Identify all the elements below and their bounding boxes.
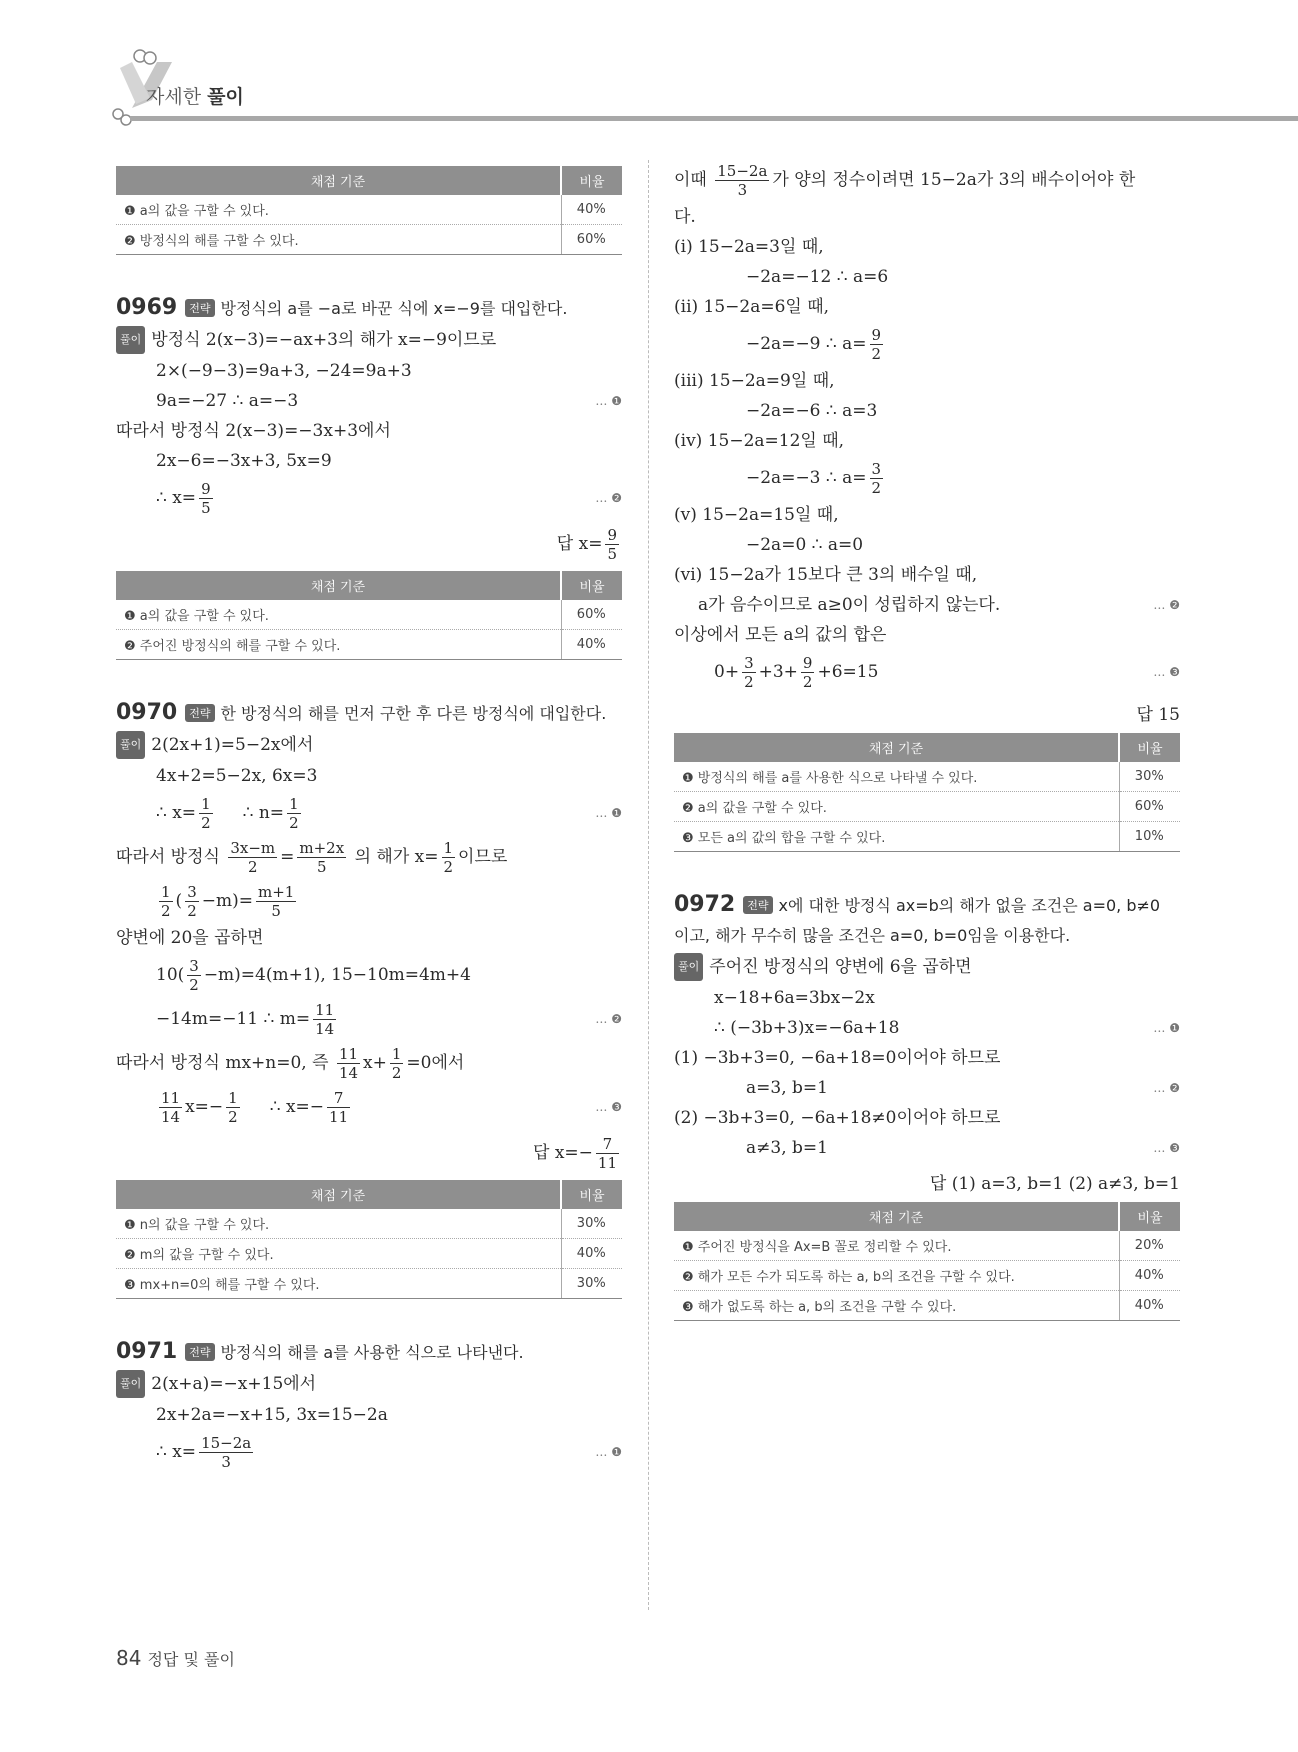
solution-line: $\frac{1}{2}$ ( $\frac{3}{2}$ −m)= $\frac{m+1}{5}$	[161, 883, 295, 920]
solution-line: −2a=−3 ∴ a= $\frac{3}{2}$	[746, 460, 882, 497]
table-row: ❷ 해가 모든 수가 되도록 하는 a, b의 조건을 구할 수 있다. 40%	[674, 1261, 1180, 1291]
problem-0971-header: 0971 전략 방정식의 해를 a를 사용한 식으로 나타낸다.	[116, 1339, 524, 1364]
header-rule	[130, 116, 1298, 121]
solution-line: 2x+2a=−x+15, 3x=15−2a	[156, 1405, 388, 1425]
solution-line: 10( $\frac{3}{2}$ −m)=4(m+1), 15−10m=4m+4	[156, 957, 471, 994]
table-row: ❷ m의 값을 구할 수 있다. 40%	[116, 1239, 622, 1269]
table-row: ❸ 모든 a의 값의 합을 구할 수 있다. 10%	[674, 822, 1180, 852]
scoring-table: 채점 기준 비율 ❶ 주어진 방정식을 Ax=B 꼴로 정리할 수 있다. 20% ❷ 해가 모든 수가 되도록 하는 a, b의 조건을 구할 수 있다. 40% ❸ 해가 없도록 하는 a, b의 조건을 구할 수 있다. 40%	[674, 1202, 1180, 1321]
solution-line: 0+ $\frac{3}{2}$ +3+ $\frac{9}{2}$ +6=15 … ❸	[714, 654, 1180, 691]
table-row: ❶ n의 값을 구할 수 있다. 30%	[116, 1209, 622, 1239]
solution-line: (2) −3b+3=0, −6a+18≠0이어야 하므로	[674, 1108, 1001, 1128]
left-column	[116, 160, 622, 1476]
solution-line: 4x+2=5−2x, 6x=3	[156, 766, 318, 786]
solution-line: 풀이 2(x+a)=−x+15에서	[116, 1370, 622, 1398]
table-row: ❶ a의 값을 구할 수 있다. 60%	[116, 600, 622, 630]
strategy-continued: 이고, 해가 무수히 많을 조건은 a=0, b=0임을 이용한다.	[674, 926, 1071, 945]
solution-line: 따라서 방정식 2(x−3)=−3x+3에서	[116, 421, 391, 441]
scoring-table: 채점 기준 비율 ❶ 방정식의 해를 a를 사용한 식으로 나타낼 수 있다. 30% ❷ a의 값을 구할 수 있다. 60% ❸ 모든 a의 값의 합을 구할 수 있다. 10%	[674, 733, 1180, 852]
solution-line: a≠3, b=1 … ❸	[746, 1138, 1180, 1158]
page-title: 자세한 풀이	[146, 86, 244, 108]
solution-line: a=3, b=1 … ❷	[746, 1078, 1180, 1098]
solution-line: ∴ x= $\frac{9}{5}$ … ❷	[156, 480, 622, 517]
solution-line: x−18+6a=3bx−2x	[714, 988, 875, 1008]
solution-line: 풀이 2(2x+1)=5−2x에서	[116, 731, 622, 759]
solution-line: a가 음수이므로 a≥0이 성립하지 않는다. … ❷	[698, 595, 1180, 615]
solution-line: (iii) 15−2a=9일 때,	[674, 371, 835, 391]
solution-line: 다.	[674, 207, 696, 227]
solution-line: −14m=−11 ∴ m= $\frac{11}{14}$ … ❷	[156, 1001, 622, 1038]
problem-0969-header: 0969 전략 방정식의 a를 −a로 바꾼 식에 x=−9를 대입한다.	[116, 295, 568, 320]
table-row: ❷ a의 값을 구할 수 있다. 60%	[674, 792, 1180, 822]
scoring-table: 채점 기준 비율 ❶ a의 값을 구할 수 있다. 60% ❷ 주어진 방정식의 해를 구할 수 있다. 40%	[116, 571, 622, 660]
page-footer: 84 정답 및 풀이	[116, 1646, 235, 1670]
table-row: ❸ 해가 없도록 하는 a, b의 조건을 구할 수 있다. 40%	[674, 1291, 1180, 1321]
answer: 답 15	[1136, 705, 1180, 725]
solution-line: (ii) 15−2a=6일 때,	[674, 297, 830, 317]
right-column	[674, 160, 1180, 1321]
solution-line: −2a=0 ∴ a=0	[746, 535, 864, 555]
table-row: ❷ 주어진 방정식의 해를 구할 수 있다. 40%	[116, 630, 622, 660]
solution-line: (vi) 15−2a가 15보다 큰 3의 배수일 때,	[674, 565, 978, 585]
solution-line: 이상에서 모든 a의 값의 합은	[674, 625, 887, 645]
solution-line: ∴ x= $\frac{15-2a}{3}$ … ❶	[156, 1434, 622, 1471]
solution-line: 2×(−9−3)=9a+3, −24=9a+3	[156, 361, 412, 381]
solution-line: (iv) 15−2a=12일 때,	[674, 431, 845, 451]
solution-line: 2x−6=−3x+3, 5x=9	[156, 451, 332, 471]
table-row: ❶ 방정식의 해를 a를 사용한 식으로 나타낼 수 있다. 30%	[674, 762, 1180, 792]
answer: 답 (1) a=3, b=1 (2) a≠3, b=1	[929, 1174, 1180, 1194]
page-header	[112, 48, 1298, 128]
solution-line: (v) 15−2a=15일 때,	[674, 505, 839, 525]
solution-line: 풀이 방정식 2(x−3)=−ax+3의 해가 x=−9이므로	[116, 326, 622, 354]
solution-line: 따라서 방정식 $\frac{3x-m}{2}$ = $\frac{m+2x}{5}$ 의 해가 x= $\frac{1}{2}$ 이므로	[116, 839, 508, 876]
scoring-table: 채점 기준 비율 ❶ n의 값을 구할 수 있다. 30% ❷ m의 값을 구할 수 있다. 40% ❸ mx+n=0의 해를 구할 수 있다. 30%	[116, 1180, 622, 1299]
solution-line: 9a=−27 ∴ a=−3 … ❶	[156, 391, 622, 411]
table-row: ❶ a의 값을 구할 수 있다. 40%	[116, 195, 622, 225]
solution-line: 양변에 20을 곱하면	[116, 928, 264, 948]
solution-line: (i) 15−2a=3일 때,	[674, 237, 824, 257]
solution-line: 따라서 방정식 mx+n=0, 즉 $\frac{11}{14}$ x+ $\frac{1}{2}$ =0에서	[116, 1045, 465, 1082]
solution-line: 이때 $\frac{15-2a}{3}$ 가 양의 정수이려면 15−2a가 3의 배수이어야 한	[674, 162, 1136, 199]
solution-line: −2a=−9 ∴ a= $\frac{9}{2}$	[746, 326, 882, 363]
problem-0972-header: 0972 전략 x에 대한 방정식 ax=b의 해가 없을 조건은 a=0, b≠0	[674, 892, 1161, 917]
scoring-table: 채점 기준 비율 ❶ a의 값을 구할 수 있다. 40% ❷ 방정식의 해를 구할 수 있다. 60%	[116, 166, 622, 255]
solution-line: (1) −3b+3=0, −6a+18=0이어야 하므로	[674, 1048, 1001, 1068]
solution-line: $\frac{11}{14}$ x=− $\frac{1}{2}$ ∴ x=− $\frac{7}{11}$ … ❸	[161, 1089, 622, 1126]
table-row: ❷ 방정식의 해를 구할 수 있다. 60%	[116, 225, 622, 255]
solution-line: −2a=−12 ∴ a=6	[746, 267, 889, 287]
answer: 답 x=− $\frac{7}{11}$	[533, 1135, 617, 1172]
solution-line: −2a=−6 ∴ a=3	[746, 401, 878, 421]
column-divider	[648, 160, 649, 1610]
answer: 답 x= $\frac{9}{5}$	[556, 526, 617, 563]
solution-line: ∴ (−3b+3)x=−6a+18 … ❶	[714, 1018, 1180, 1038]
table-row: ❶ 주어진 방정식을 Ax=B 꼴로 정리할 수 있다. 20%	[674, 1231, 1180, 1261]
problem-0970-header: 0970 전략 한 방정식의 해를 먼저 구한 후 다른 방정식에 대입한다.	[116, 700, 607, 725]
table-row: ❸ mx+n=0의 해를 구할 수 있다. 30%	[116, 1269, 622, 1299]
solution-line: ∴ x= $\frac{1}{2}$ ∴ n= $\frac{1}{2}$ … ❶	[156, 795, 622, 832]
solution-line: 풀이 주어진 방정식의 양변에 6을 곱하면	[674, 953, 1180, 981]
